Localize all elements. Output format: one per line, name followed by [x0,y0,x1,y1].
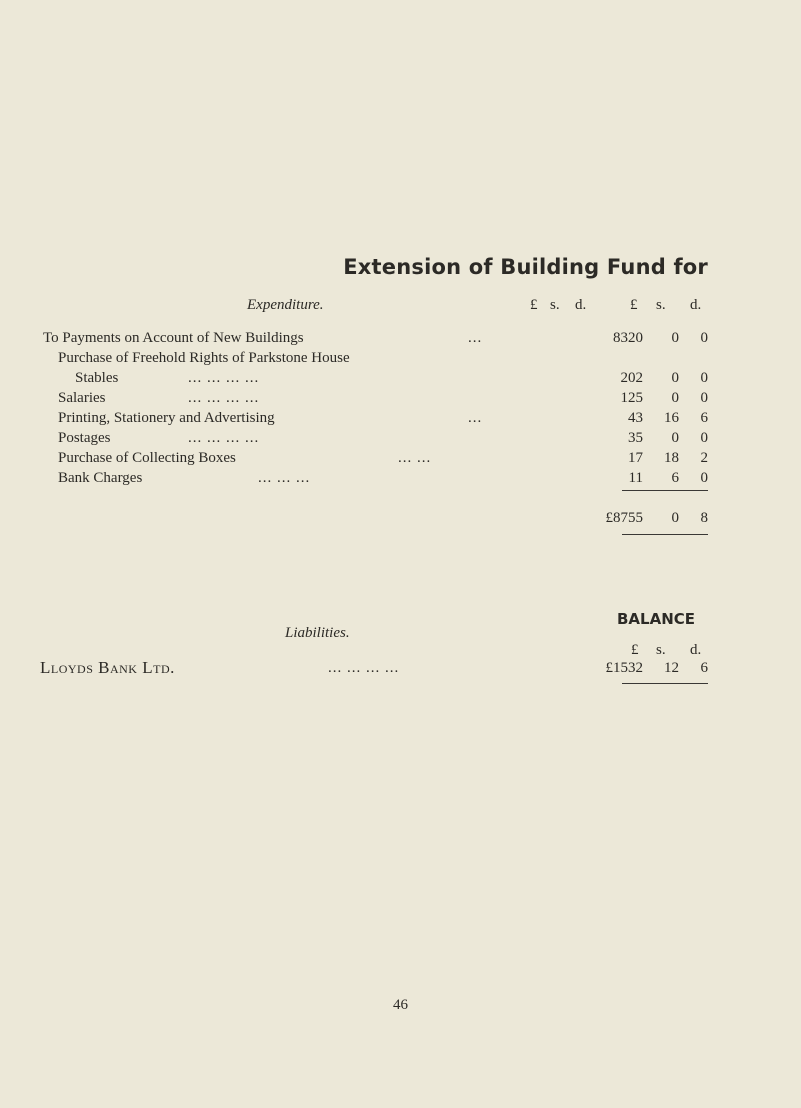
liabilities-heading: Liabilities. [285,625,350,641]
pounds-value: 125 [620,390,643,406]
pence-value: 0 [700,390,708,406]
balance-item-label: Lloyds Bank Ltd. [40,658,175,677]
balance-col-pence-header: d. [690,642,702,658]
pence-value: 6 [700,410,708,426]
expenditure-item-label: Purchase of Collecting Boxes [58,450,236,466]
expenditure-item-label: Purchase of Freehold Rights of Parkstone House [58,350,350,366]
pence-value: 0 [700,370,708,386]
shillings-value: 6 [671,470,679,486]
col-pence-header-1: d. [575,297,587,313]
shillings-value: 0 [671,430,679,446]
leader-dots: ... ... ... ... [188,390,260,406]
balance-shillings: 12 [664,660,679,676]
balance-pounds: £1532 [605,660,643,676]
leader-dots: ... ... ... ... [188,430,260,446]
expenditure-item-label: Printing, Stationery and Advertising [58,410,275,426]
total-rule-bottom [622,534,708,535]
expenditure-item-label: Stables [75,370,119,386]
col-pence-header-2: d. [690,297,702,313]
leader-dots: ... [468,410,483,426]
total-shillings: 0 [671,510,679,526]
shillings-value: 16 [664,410,679,426]
pounds-value: 8320 [613,330,643,346]
expenditure-item-label: Salaries [58,390,106,406]
pence-value: 2 [700,450,708,466]
leader-dots: ... ... ... ... [188,370,260,386]
pounds-value: 202 [620,370,643,386]
col-shillings-header-1: s. [550,297,560,313]
pounds-value: 35 [628,430,643,446]
shillings-value: 0 [671,330,679,346]
shillings-value: 0 [671,370,679,386]
balance-col-shillings-header: s. [656,642,666,658]
col-pounds-header-2: £ [630,297,638,313]
col-shillings-header-2: s. [656,297,666,313]
pence-value: 0 [700,330,708,346]
pounds-value: 11 [628,470,643,486]
leader-dots: ... ... [398,450,432,466]
leader-dots: ... ... ... ... [328,660,400,676]
leader-dots: ... ... ... [258,470,311,486]
expenditure-item-label: Postages [58,430,111,446]
page-number: 46 [393,997,408,1013]
expenditure-item-label: Bank Charges [58,470,143,486]
expenditure-item-label: To Payments on Account of New Buildings [43,330,304,346]
balance-heading: BALANCE [617,610,696,628]
total-rule-top [622,490,708,491]
balance-rule [622,683,708,684]
shillings-value: 0 [671,390,679,406]
balance-pence: 6 [700,660,708,676]
leader-dots: ... [468,330,483,346]
col-pounds-header-1: £ [530,297,538,313]
total-pence: 8 [700,510,708,526]
shillings-value: 18 [664,450,679,466]
total-pounds: £8755 [605,510,643,526]
expenditure-heading: Expenditure. [247,297,324,313]
pounds-value: 17 [628,450,643,466]
pounds-value: 43 [628,410,643,426]
page-title: Extension of Building Fund for [343,255,708,279]
pence-value: 0 [700,470,708,486]
pence-value: 0 [700,430,708,446]
balance-col-pounds-header: £ [631,642,639,658]
